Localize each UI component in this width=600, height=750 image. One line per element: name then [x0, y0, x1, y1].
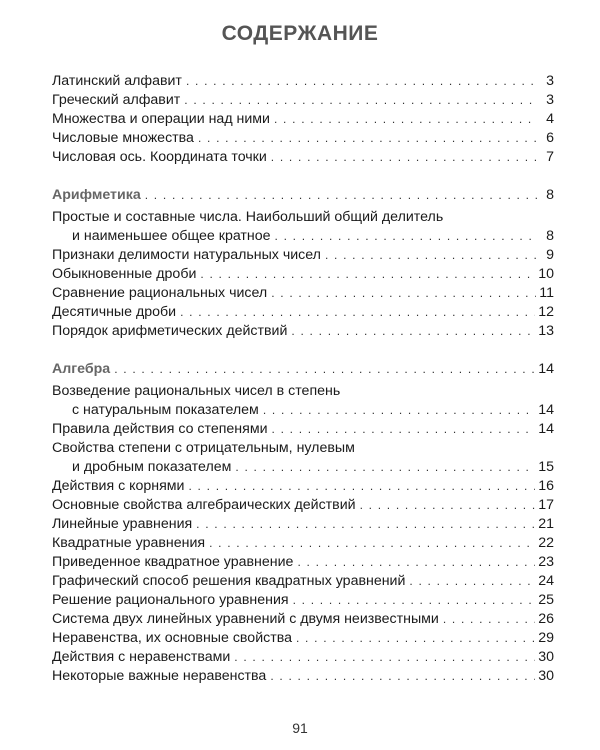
toc-entry-algebraic-properties[interactable]: Основные свойства алгебраических действий . . . 17 [52, 496, 554, 515]
toc-entry-linear-equations[interactable]: Линейные уравнения . . . 21 [52, 515, 554, 534]
toc-entry-inequality-operations[interactable]: Действия с неравенствами . . . 30 [52, 648, 554, 667]
toc-entry-divisibility[interactable]: Признаки делимости натуральных чисел . . . 9 [52, 246, 554, 265]
toc-entry-rational-equation[interactable]: Решение рационального уравнения . . . 25 [52, 591, 554, 610]
toc-entry-roots[interactable]: Действия с корнями . . . 16 [52, 477, 554, 496]
toc-entry-graphical-quadratic[interactable]: Графический способ решения квадратных уравнений . . . 24 [52, 572, 554, 591]
toc-entry-latin-alphabet[interactable]: Латинский алфавит . . . 3 [52, 72, 554, 91]
toc-entry-number-sets[interactable]: Числовые множества . . . 6 [52, 129, 554, 148]
toc-entry-comparing-rationals[interactable]: Сравнение рациональных чисел . . . 11 [52, 284, 554, 303]
toc-entry-order-of-operations[interactable]: Порядок арифметических действий . . . 13 [52, 322, 554, 341]
toc-entry-decimal-fractions[interactable]: Десятичные дроби . . . 12 [52, 303, 554, 322]
section-heading-arithmetic[interactable]: Арифметика . . . 8 [52, 186, 554, 205]
toc-entry-quadratic-equations[interactable]: Квадратные уравнения . . . 22 [52, 534, 554, 553]
toc-entry-linear-system[interactable]: Система двух линейных уравнений с двумя неизвестными . . . 26 [52, 610, 554, 629]
toc-entry-greek-alphabet[interactable]: Греческий алфавит . . . 3 [52, 91, 554, 110]
page-title: СОДЕРЖАНИЕ [221, 22, 379, 45]
toc-entry-sets[interactable]: Множества и операции над ними . . . 4 [52, 110, 554, 129]
toc-entry-common-fractions[interactable]: Обыкновенные дроби . . . 10 [52, 265, 554, 284]
toc-entry-natural-powers[interactable]: Возведение рациональных чисел в степень с натуральным показателем . . . 14 [52, 382, 554, 420]
toc-entry-primes-gcd-lcm[interactable]: Простые и составные числа. Наибольший общий делитель и наименьшее общее кратное . . . 8 [52, 208, 554, 246]
toc-entry-inequalities[interactable]: Неравенства, их основные свойства . . . 29 [52, 629, 554, 648]
toc-entry-reduced-quadratic[interactable]: Приведенное квадратное уравнение . . . 23 [52, 553, 554, 572]
section-heading-algebra[interactable]: Алгебра . . . 14 [52, 360, 554, 379]
toc-entry-negative-fractional-powers[interactable]: Свойства степени с отрицательным, нулевым и дробным показателем . . . 15 [52, 439, 554, 477]
table-of-contents [52, 72, 554, 686]
toc-entry-number-line[interactable]: Числовая ось. Координата точки . . . 7 [52, 148, 554, 167]
toc-entry-power-rules[interactable]: Правила действия со степенями . . . 14 [52, 420, 554, 439]
page-number: 91 [292, 720, 308, 736]
toc-entry-important-inequalities[interactable]: Некоторые важные неравенства . . . 30 [52, 667, 554, 686]
